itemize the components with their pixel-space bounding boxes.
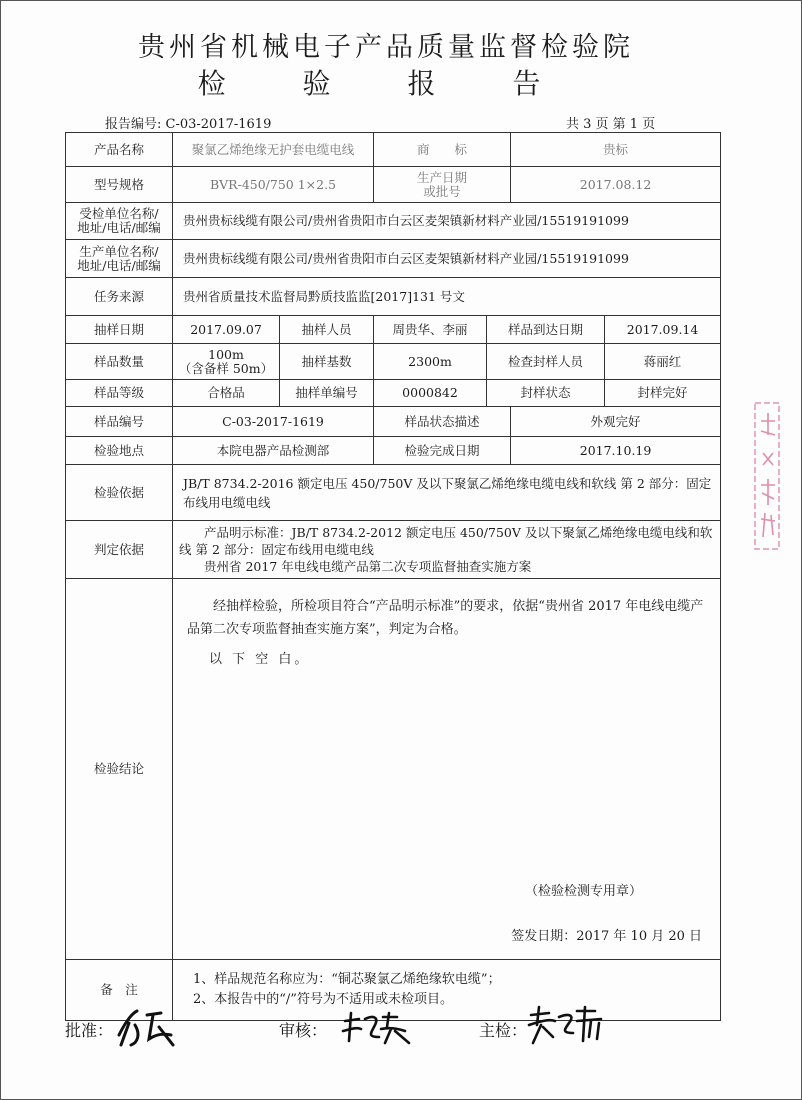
value-basis: JB/T 8734.2-2016 额定电压 450/750V 及以下聚氯乙烯绝缘电缆电线和软线 第 2 部分：固定布线用电缆电线 [173, 465, 721, 521]
row-inspected-unit [66, 203, 721, 240]
label-sheet-no: 抽样单编号 [280, 380, 374, 407]
value-inspected-unit: 贵州贵标线缆有限公司/贵州省贵阳市白云区麦架镇新材料产业园/15519191099 [173, 203, 721, 240]
label-conclusion: 检验结论 [66, 579, 173, 960]
value-judge [173, 521, 721, 579]
review-label: 审核： [279, 1021, 328, 1040]
value-trademark: 贵标 [511, 133, 721, 167]
row-task-source [66, 278, 721, 316]
value-done-date: 2017.10.19 [511, 437, 721, 465]
row-product-name [66, 133, 721, 167]
remark-line-1: 1、样品规范名称应为：“铜芯聚氯乙烯绝缘软电缆”； [193, 972, 501, 987]
label-product-name: 产品名称 [66, 133, 173, 167]
institute-name: 贵州省机械电子产品质量监督检验院 [138, 32, 634, 63]
label-done-date: 检验完成日期 [374, 437, 511, 465]
label-seal-state: 封样状态 [487, 380, 605, 407]
value-task-source: 贵州省质量技术监督局黔质技监监[2017]131 号文 [173, 278, 721, 316]
value-model: BVR-450/750 1×2.5 [173, 167, 374, 203]
label-inspected-unit: 受检单位名称/ 地址/电话/邮编 [66, 203, 173, 240]
value-sample-desc: 外观完好 [511, 407, 721, 437]
label-trademark: 商 标 [374, 133, 511, 167]
value-sampling-base: 2300m [374, 344, 487, 380]
row-quantity [66, 344, 721, 380]
conclusion-text: 经抽样检验，所检项目符合“产品明示标准”的要求，依据“贵州省 2017 年电线电缆产品第二次专项监督抽查实施方案”，判定为合格。 [187, 599, 704, 637]
sign-date: 签发日期：2017 年 10 月 20 日 [511, 929, 703, 944]
value-production-date: 2017.08.12 [511, 167, 721, 203]
seal-stamp-icon [753, 401, 783, 551]
row-grade [66, 380, 721, 407]
reviewer-signature [339, 1007, 419, 1047]
value-grade: 合格品 [173, 380, 280, 407]
value-sheet-no: 0000842 [374, 380, 487, 407]
row-sample-no [66, 407, 721, 437]
label-sealer: 检查封样人员 [487, 344, 605, 380]
seal-note: （检验检测专用章） [525, 884, 643, 899]
judge-plan: 贵州省 2017 年电线电缆产品第二次专项监督抽查实施方案 [204, 559, 532, 574]
row-location [66, 437, 721, 465]
value-sample-no: C-03-2017-1619 [173, 407, 374, 437]
label-sampling-date: 抽样日期 [66, 316, 173, 344]
value-sampling-date: 2017.09.07 [173, 316, 280, 344]
judge-standard: 产品明示标准：JB/T 8734.2-2012 额定电压 450/750V 及以下聚氯乙烯绝缘电缆电线和软线 第 2 部分：固定布线用电缆电线 [179, 525, 713, 557]
value-seal-state: 封样完好 [605, 380, 721, 407]
remarks-cell [173, 960, 721, 1021]
remark-line-2: 2、本报告中的“/”符号为不适用或未检项目。 [193, 992, 453, 1007]
row-conclusion [66, 579, 721, 960]
label-model: 型号规格 [66, 167, 173, 203]
document-title: 检 验 报 告 [197, 67, 575, 100]
value-product-name: 聚氯乙烯绝缘无护套电缆电线 [173, 133, 374, 167]
value-quantity: 100m （含备样 50m） [173, 344, 280, 380]
chief-label: 主检： [479, 1021, 528, 1040]
label-task-source: 任务来源 [66, 278, 173, 316]
report-number: 报告编号: C-03-2017-1619 [105, 117, 272, 132]
value-producer-unit: 贵州贵标线缆有限公司/贵州省贵阳市白云区麦架镇新材料产业园/15519191099 [173, 240, 721, 278]
label-sample-desc: 样品状态描述 [374, 407, 511, 437]
row-model [66, 167, 721, 203]
blank-below: 以 下 空 白。 [209, 652, 311, 667]
label-arrival-date: 样品到达日期 [487, 316, 605, 344]
chief-signature [525, 1003, 615, 1049]
approver-signature [111, 1005, 181, 1049]
label-grade: 样品等级 [66, 380, 173, 407]
label-basis: 检验依据 [66, 465, 173, 521]
row-producer-unit [66, 240, 721, 278]
page-count: 共 3 页 第 1 页 [566, 117, 656, 132]
label-sampling-base: 抽样基数 [280, 344, 374, 380]
label-sample-no: 样品编号 [66, 407, 173, 437]
label-producer-unit: 生产单位名称/ 地址/电话/邮编 [66, 240, 173, 278]
value-sampling-person: 周贵华、李丽 [374, 316, 487, 344]
label-sampling-person: 抽样人员 [280, 316, 374, 344]
row-sampling [66, 316, 721, 344]
approve-label: 批准： [65, 1021, 114, 1040]
label-judge: 判定依据 [66, 521, 173, 579]
value-arrival-date: 2017.09.14 [605, 316, 721, 344]
label-production-date: 生产日期 或批号 [374, 167, 511, 203]
value-sealer: 蒋丽红 [605, 344, 721, 380]
label-remarks: 备 注 [66, 960, 173, 1021]
value-location: 本院电器产品检测部 [173, 437, 374, 465]
label-quantity: 样品数量 [66, 344, 173, 380]
report-table [65, 132, 721, 1021]
row-judge [66, 521, 721, 579]
label-location: 检验地点 [66, 437, 173, 465]
row-basis [66, 465, 721, 521]
conclusion-cell [173, 579, 721, 960]
